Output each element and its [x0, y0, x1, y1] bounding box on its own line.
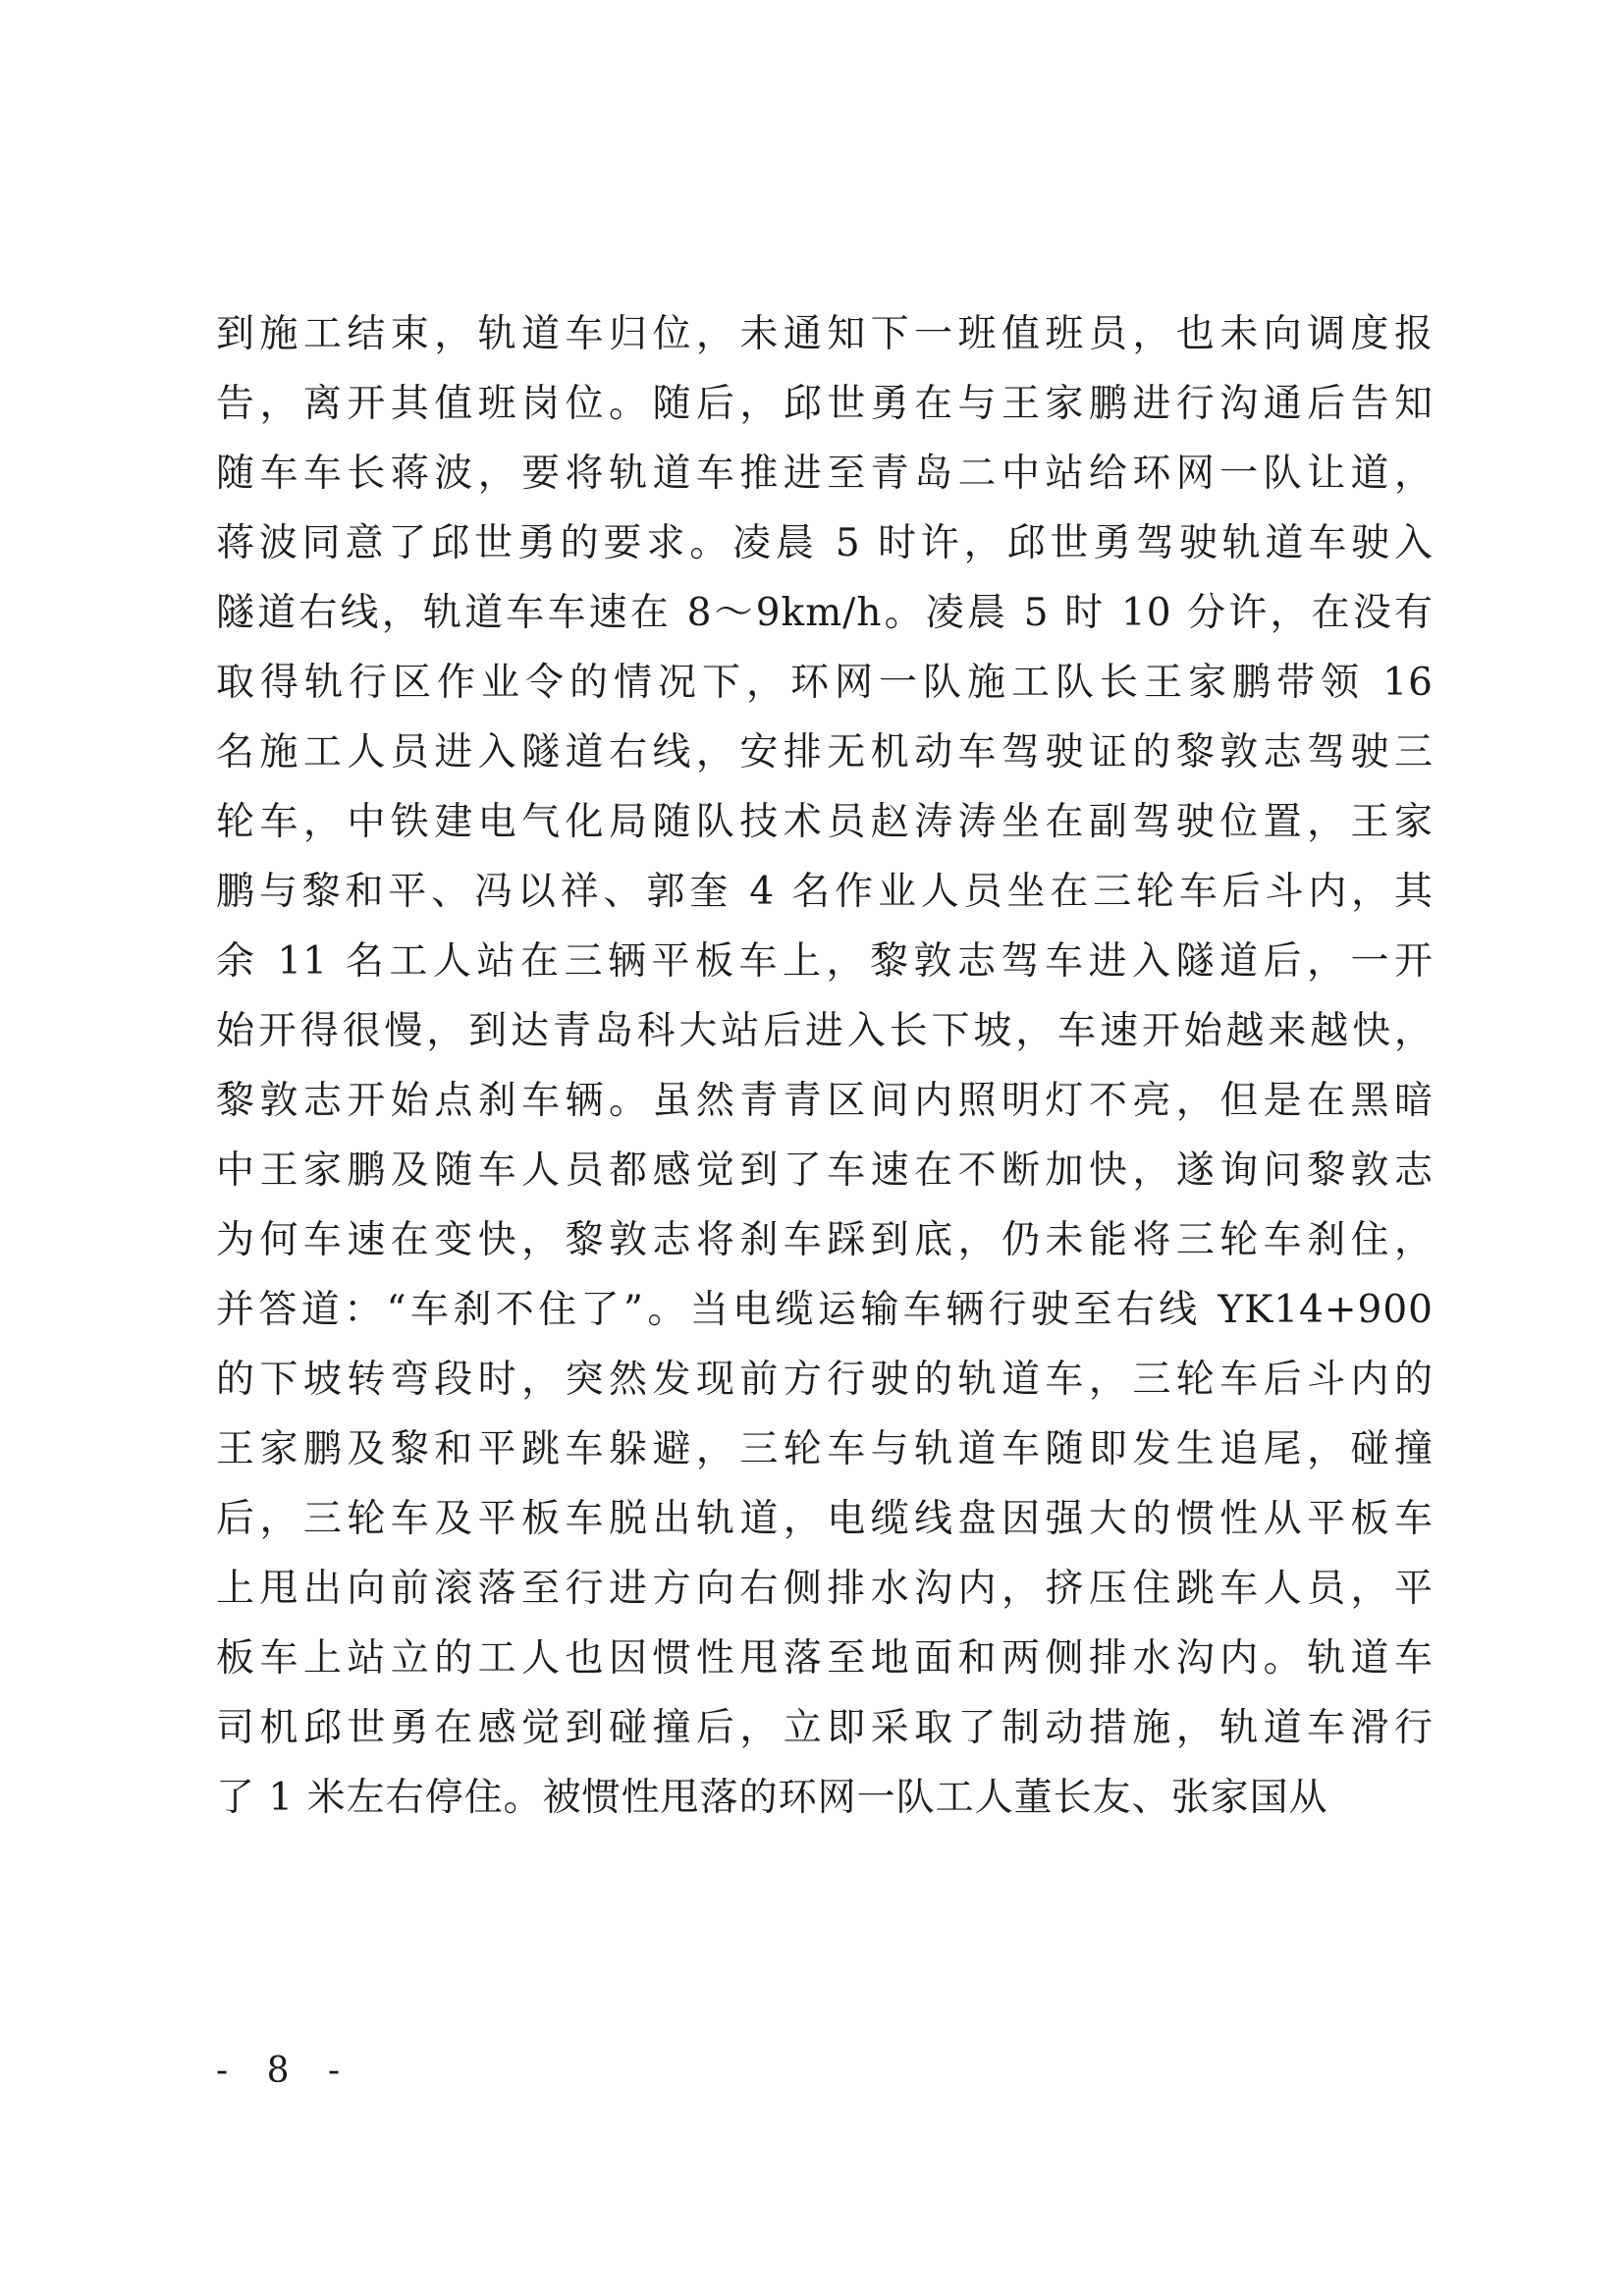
body-text	[216, 299, 1434, 1833]
text-line-15: 并答道：“车刹不住了”。当电缆运输车辆行驶至右线 YK14+900	[216, 1288, 1434, 1332]
text-line-9: 鹏与黎和平、冯以祥、郭奎 4 名作业人员坐在三轮车后斗内，其	[216, 870, 1434, 914]
text-line-11: 始开得很慢，到达青岛科大站后进入长下坡，车速开始越来越快，	[216, 1009, 1434, 1053]
text-line-18: 后，三轮车及平板车脱出轨道，电缆线盘因强大的惯性从平板车	[216, 1497, 1434, 1541]
text-line-6: 取得轨行区作业令的情况下，环网一队施工队长王家鹏带领 16	[216, 661, 1434, 705]
text-line-20: 板车上站立的工人也因惯性甩落至地面和两侧排水沟内。轨道车	[216, 1636, 1434, 1681]
text-line-3: 随车车长蒋波，要将轨道车推进至青岛二中站给环网一队让道，	[216, 452, 1434, 496]
text-line-22: 了 1 米左右停住。被惯性甩落的环网一队工人董长友、张家国从	[216, 1776, 1328, 1820]
text-line-7: 名施工人员进入隧道右线，安排无机动车驾驶证的黎敦志驾驶三	[216, 730, 1434, 774]
page-number: - 8 -	[216, 2051, 354, 2091]
text-line-4: 蒋波同意了邱世勇的要求。凌晨 5 时许，邱世勇驾驶轨道车驶入	[216, 521, 1434, 565]
text-line-1: 到施工结束，轨道车归位，未通知下一班值班员，也未向调度报	[216, 312, 1434, 356]
text-line-19: 上甩出向前滚落至行进方向右侧排水沟内，挤压住跳车人员，平	[216, 1567, 1434, 1611]
text-line-13: 中王家鹏及随车人员都感觉到了车速在不断加快，遂询问黎敦志	[216, 1148, 1434, 1193]
text-line-5: 隧道右线，轨道车车速在 8～9km/h。凌晨 5 时 10 分许，在没有	[216, 591, 1434, 635]
text-line-10: 余 11 名工人站在三辆平板车上，黎敦志驾车进入隧道后，一开	[216, 939, 1434, 984]
text-line-21: 司机邱世勇在感觉到碰撞后，立即采取了制动措施，轨道车滑行	[216, 1706, 1434, 1750]
text-line-8: 轮车，中铁建电气化局随队技术员赵涛涛坐在副驾驶位置，王家	[216, 800, 1434, 844]
text-line-17: 王家鹏及黎和平跳车躲避，三轮车与轨道车随即发生追尾，碰撞	[216, 1427, 1434, 1471]
text-line-16: 的下坡转弯段时，突然发现前方行驶的轨道车，三轮车后斗内的	[216, 1358, 1434, 1402]
text-line-14: 为何车速在变快，黎敦志将刹车踩到底，仍未能将三轮车刹住，	[216, 1218, 1434, 1262]
text-line-2: 告，离开其值班岗位。随后，邱世勇在与王家鹏进行沟通后告知	[216, 382, 1434, 426]
text-line-12: 黎敦志开始点刹车辆。虽然青青区间内照明灯不亮，但是在黑暗	[216, 1079, 1434, 1123]
